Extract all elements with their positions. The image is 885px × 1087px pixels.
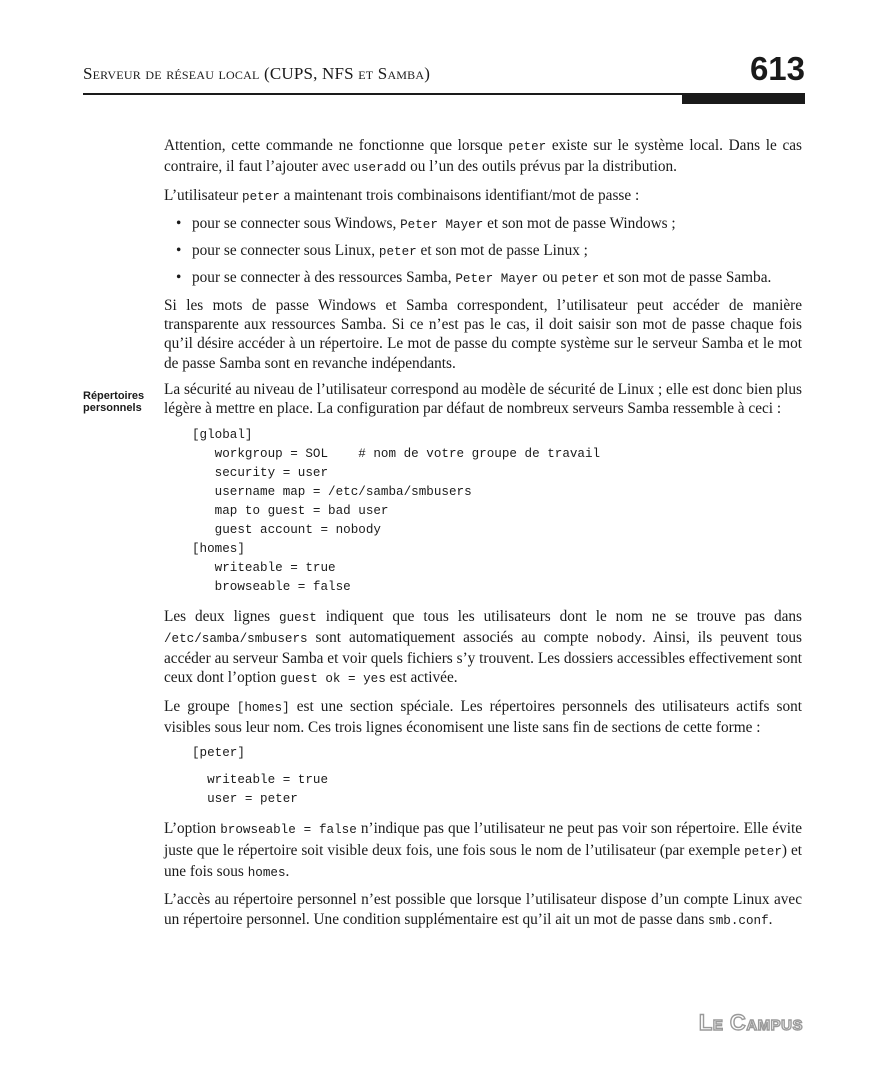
code-block-global [192, 426, 802, 597]
code-line: security = user [192, 465, 329, 480]
bullet-icon: • [176, 214, 182, 232]
code-line: [homes] [192, 541, 245, 556]
bullet-list [164, 214, 802, 290]
code-line: guest account = nobody [192, 522, 381, 537]
text-run: Attention, cette commande ne fonctionne que lorsque [164, 137, 509, 154]
code-block-peter [192, 744, 802, 809]
code-line: user = peter [192, 792, 298, 807]
inline-code: useradd [353, 161, 407, 176]
paragraph-4: La sécurité au niveau de l’utilisateur correspond au modèle de sécurité de Linux ; elle est donc bien plus légère à mettre en place. La configuration par défaut de nombreux serveurs Samba ressemble à ceci : [164, 380, 802, 418]
margin-note-line-1: Répertoires [83, 390, 145, 402]
text-run: sont automatiquement associés au compte [307, 628, 597, 646]
inline-code: peter [378, 245, 417, 260]
code-line: username map = /etc/samba/smbusers [192, 484, 472, 499]
paragraph-7 [164, 819, 802, 883]
bullet-item [164, 241, 802, 262]
code-line: [peter] [192, 746, 245, 761]
text-run: L’utilisateur [164, 186, 243, 204]
inline-code: /etc/samba/smbusers [164, 631, 308, 646]
paragraph-1 [164, 136, 802, 179]
inline-code: homes [247, 865, 286, 880]
text-run: L’option [164, 820, 221, 838]
running-head: Serveur de réseau local (CUPS, NFS et Samba) [83, 64, 431, 83]
page-number: 613 [749, 50, 805, 87]
text-run: pour se connecter sous Windows, [192, 214, 401, 232]
text-run: . Ainsi, ils peuvent tous accéder au serveur Samba et voir quels fichiers s’y trouvent. Les dossiers accessibles effectivement sont ceux dont l’option [164, 628, 803, 687]
text-run: ou [538, 269, 562, 287]
inline-code: peter [561, 272, 600, 287]
code-line: writeable = true [192, 773, 329, 788]
inline-code: peter [744, 844, 782, 859]
margin-note-line-2: personnels [83, 402, 142, 414]
inline-code: nobody [596, 631, 642, 646]
inline-code: guest [279, 610, 317, 625]
body-text [164, 136, 802, 938]
text-run: est une section spéciale. Les répertoires personnels des utilisateurs actifs sont visibles sous leur nom. Ces trois lignes économisent une liste sans fin de sections de cette forme : [164, 697, 803, 737]
inline-code: peter [508, 140, 547, 154]
code-line: browseable = false [192, 579, 351, 594]
inline-code: smb.conf [708, 913, 769, 928]
margin-note [83, 390, 153, 414]
inline-code: guest ok = yes [279, 672, 386, 687]
bullet-icon: • [176, 269, 182, 287]
text-run: et son mot de passe Linux ; [416, 242, 588, 260]
inline-code: [homes] [236, 700, 290, 715]
paragraph-6 [164, 697, 802, 738]
text-run: est activée. [385, 669, 458, 687]
inline-code: browseable = false [220, 823, 357, 838]
text-run: L’accès au répertoire personnel n’est possible que lorsque l’utilisateur dispose d’un compte Linux avec un répertoire personnel. Une condition supplémentaire est qu’il ait un mot de passe dans [164, 891, 802, 928]
code-spacer [192, 763, 802, 771]
text-run: et son mot de passe Windows ; [483, 214, 676, 232]
bullet-icon: • [176, 242, 182, 260]
inline-code: peter [242, 189, 280, 204]
text-run: Le groupe [164, 697, 237, 715]
text-run: . [768, 910, 773, 928]
text-run: existe sur le système local. Dans le cas contraire, il faut l’ajouter avec [164, 137, 802, 176]
publisher-logo: Le Campus [698, 1010, 803, 1035]
text-run: Les deux lignes [164, 607, 280, 625]
text-run: a maintenant trois combinaisons identifiant/mot de passe : [279, 186, 640, 204]
inline-code: Peter Mayer [455, 272, 539, 287]
text-run: ou l’un des outils prévus par la distribution. [406, 158, 677, 176]
text-run: . [285, 862, 290, 880]
header-bar [682, 93, 805, 104]
inline-code: Peter Mayer [400, 217, 484, 232]
code-line: [global] [192, 427, 253, 442]
bullet-item [164, 214, 802, 235]
code-line: workgroup = SOL # nom de votre groupe de travail [192, 446, 601, 461]
text-run: ) et une fois sous [164, 841, 803, 880]
bullet-item [164, 268, 802, 289]
text-run: pour se connecter à des ressources Samba, [192, 269, 456, 287]
paragraph-2 [164, 186, 802, 207]
text-run: n’indique pas que l’utilisateur ne peut pas voir son répertoire. Elle évite juste que le répertoire soit visible deux fois, une fois sous le nom de l’utilisateur (par exemple [164, 820, 803, 859]
paragraph-3: Si les mots de passe Windows et Samba correspondent, l’utilisateur peut accéder de manière transparente aux ressources Samba. Si ce n’est pas le cas, il doit saisir son mot de passe chaque fois qu’il désire accéder à un répertoire. Le mot de passe du compte système sur le serveur Samba et le mot de passe Samba sont en revanche indépendants. [164, 296, 802, 372]
code-line: map to guest = bad user [192, 503, 389, 518]
text-run: indiquent que tous les utilisateurs dont le nom ne se trouve pas dans [316, 607, 802, 625]
paragraph-5 [164, 607, 802, 690]
text-run: pour se connecter sous Linux, [192, 242, 379, 260]
text-run: et son mot de passe Samba. [599, 269, 772, 287]
code-line: writeable = true [192, 560, 336, 575]
paragraph-8 [164, 890, 802, 931]
